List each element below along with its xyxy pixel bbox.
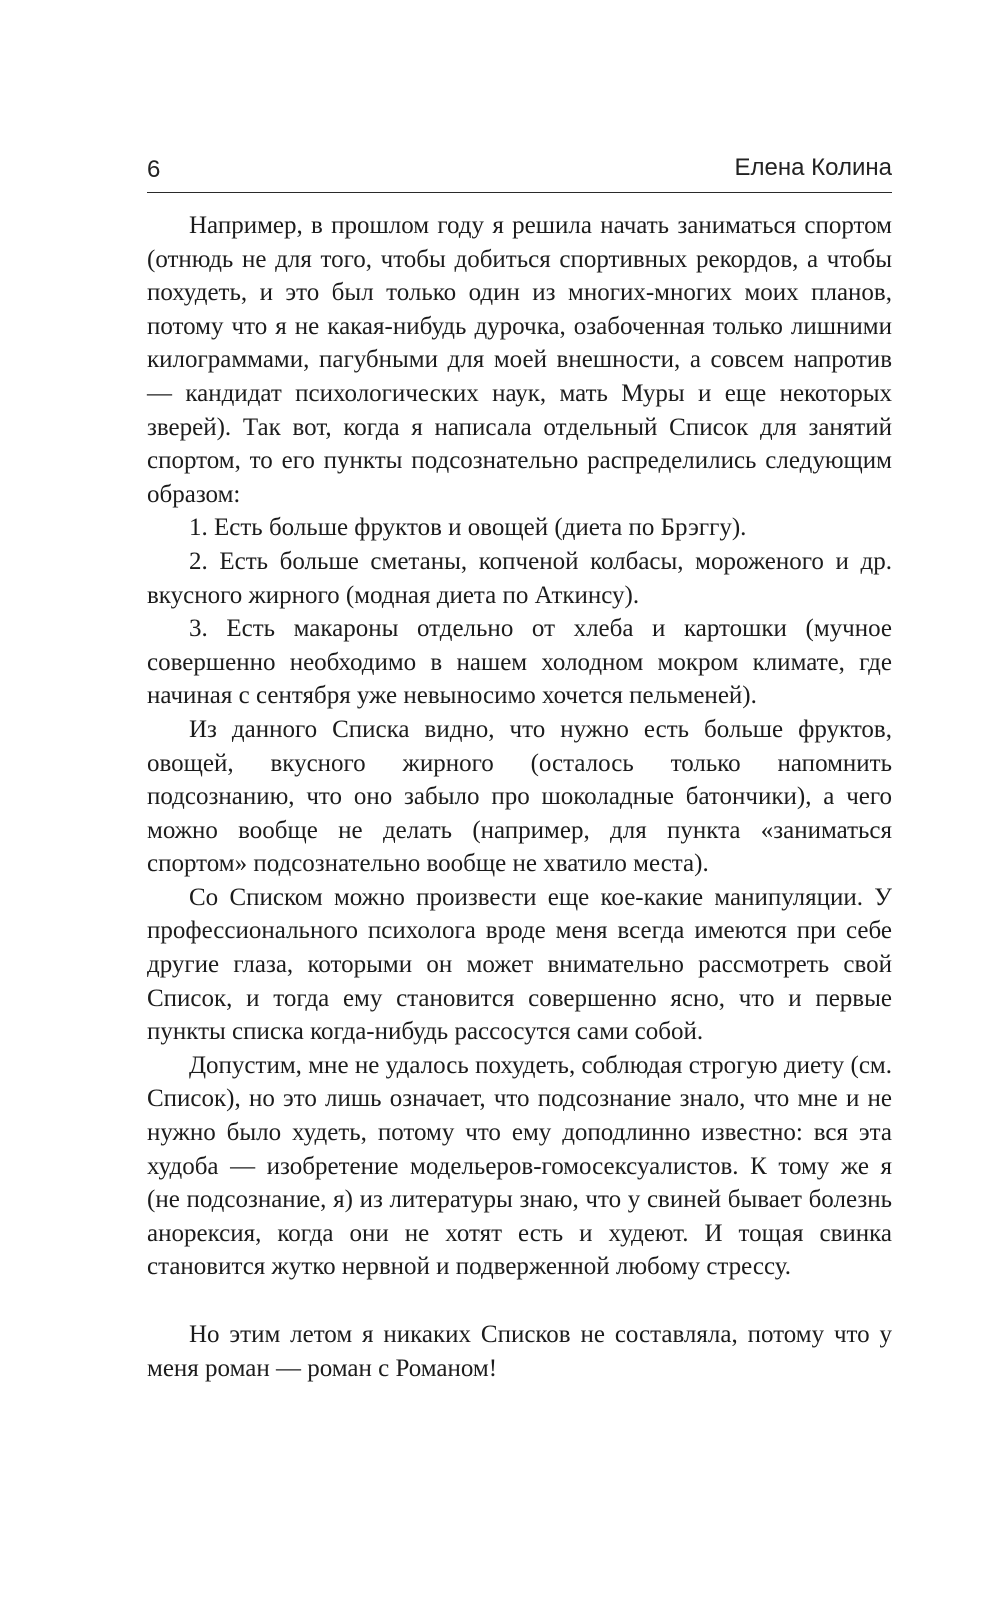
running-header	[147, 150, 892, 193]
paragraph: Из данного Списка видно, что нужно есть больше фруктов, овощей, вкусного жирного (осталось только напомнить подсознанию, что оно забыло про шоколадные батончики), а чего можно вообще не делать (например, для пункта «заниматься спортом» подсознательно вообще не хватило места).	[147, 715, 892, 878]
paragraph: Допустим, мне не удалось похудеть, соблюдая строгую диету (см. Список), но это лишь означает, что подсознание знало, что мне и не нужно было худеть, потому что ему доподлинно известно: вся эта худоба — изобретение модельеров-гомосексуалистов. К тому же я (не подсознание, я) из литературы знаю, что у свиней бывает болезнь анорексия, когда они не хотят есть и худеют. И тощая свинка становится жутко нервной и подверженной любому стрессу.	[147, 1051, 892, 1281]
paragraph: Но этим летом я никаких Списков не составляла, потому что у меня роман — роман с Романом!	[147, 1321, 892, 1382]
list-item: 3. Есть макароны отдельно от хлеба и картошки (мучное совершенно необходимо в нашем холодном мокром климате, где начиная с сентября уже невыносимо хочется пельменей).	[147, 615, 892, 710]
running-header-author: Елена Колина	[734, 154, 892, 181]
list-item: 2. Есть больше сметаны, копченой колбасы, мороженого и др. вкусного жирного (модная диета по Аткинсу).	[147, 547, 892, 609]
body-text	[147, 209, 892, 1385]
list-item: 1. Есть больше фруктов и овощей (диета по Брэггу).	[189, 514, 747, 542]
paragraph: Например, в прошлом году я решила начать заниматься спортом (отнюдь не для того, чтобы добиться спортивных рекордов, а чтобы похудеть, и это был только один из многих-многих моих планов, потому что я не какая-нибудь дурочка, озабоченная только лишними килограммами, пагубными для моей внешности, а совсем напротив — кандидат психологических наук, мать Муры и еще некоторых зверей). Так вот, когда я написала отдельный Список для занятий спортом, то его пункты подсознательно распределились следующим образом:	[147, 212, 892, 508]
book-page	[147, 150, 892, 1385]
paragraph: Со Списком можно произвести еще кое-какие манипуляции. У профессионального психолога вроде меня всегда имеются при себе другие глаза, которыми он может внимательно рассмотреть свой Список, и тогда ему становится совершенно ясно, что и первые пункты списка когда-нибудь рассосутся сами собой.	[147, 883, 892, 1046]
page-number: 6	[147, 156, 161, 183]
